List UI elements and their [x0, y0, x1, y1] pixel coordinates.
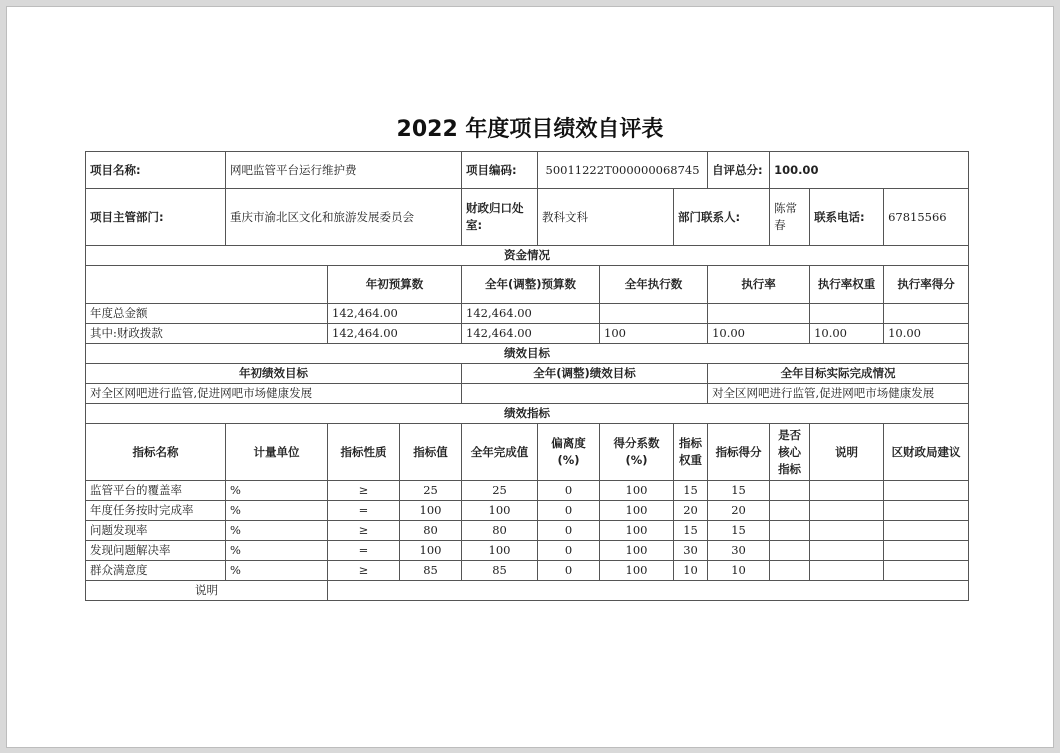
indicator-header: 是否核心指标 — [770, 424, 810, 481]
funds-cell — [708, 304, 810, 324]
funds-section-title: 资金情况 — [86, 246, 969, 266]
indicator-value: 80 — [400, 521, 462, 541]
indicator-score: 10 — [708, 561, 770, 581]
funds-cell: 10.00 — [810, 324, 884, 344]
indicator-unit: % — [226, 501, 328, 521]
indicator-nature: ≥ — [328, 521, 400, 541]
indicator-advice — [884, 501, 969, 521]
indicator-unit: % — [226, 561, 328, 581]
score-label: 自评总分: — [708, 152, 770, 189]
indicator-name: 问题发现率 — [86, 521, 226, 541]
project-name-value: 网吧监管平台运行维护费 — [226, 152, 462, 189]
indicator-actual: 100 — [462, 541, 538, 561]
indicator-unit: % — [226, 521, 328, 541]
indicator-header: 指标性质 — [328, 424, 400, 481]
indicator-header: 指标权重 — [674, 424, 708, 481]
indicator-note — [810, 521, 884, 541]
goals-section-title: 绩效目标 — [86, 344, 969, 364]
indicator-core — [770, 561, 810, 581]
funds-cell: 10.00 — [708, 324, 810, 344]
funds-cell: 142,464.00 — [462, 324, 600, 344]
indicator-score: 15 — [708, 481, 770, 501]
goals-header: 年初绩效目标 — [86, 364, 462, 384]
indicator-header: 指标名称 — [86, 424, 226, 481]
table-row — [86, 304, 969, 324]
indicator-actual: 85 — [462, 561, 538, 581]
table-row — [86, 384, 969, 404]
indicator-header: 偏离度(%) — [538, 424, 600, 481]
table-row — [86, 501, 969, 521]
indicator-deviation: 0 — [538, 561, 600, 581]
indicator-header: 说明 — [810, 424, 884, 481]
indicator-actual: 25 — [462, 481, 538, 501]
indicator-actual: 100 — [462, 501, 538, 521]
indicator-nature: ≥ — [328, 481, 400, 501]
page-title: 2022 年度项目绩效自评表 — [396, 117, 664, 142]
dept-value: 重庆市渝北区文化和旅游发展委员会 — [226, 189, 462, 246]
funds-header: 执行率 — [708, 266, 810, 304]
indicator-core — [770, 521, 810, 541]
indicator-name: 监管平台的覆盖率 — [86, 481, 226, 501]
indicator-header: 得分系数(%) — [600, 424, 674, 481]
indicator-score: 20 — [708, 501, 770, 521]
project-code-label: 项目编码: — [462, 152, 538, 189]
funds-cell: 142,464.00 — [462, 304, 600, 324]
indicator-deviation: 0 — [538, 521, 600, 541]
indicator-header: 计量单位 — [226, 424, 328, 481]
contact-label: 部门联系人: — [674, 189, 770, 246]
indicator-weight: 20 — [674, 501, 708, 521]
project-name-label: 项目名称: — [86, 152, 226, 189]
indicator-value: 25 — [400, 481, 462, 501]
goals-cell — [462, 384, 708, 404]
funds-header: 全年(调整)预算数 — [462, 266, 600, 304]
funds-cell — [810, 304, 884, 324]
phone-value: 67815566 — [884, 189, 969, 246]
note-value — [328, 581, 969, 601]
goals-cell: 对全区网吧进行监管,促进网吧市场健康发展 — [86, 384, 462, 404]
indicator-advice — [884, 541, 969, 561]
indicator-name: 年度任务按时完成率 — [86, 501, 226, 521]
funds-header: 执行率得分 — [884, 266, 969, 304]
indicator-nature: = — [328, 541, 400, 561]
funds-cell: 10.00 — [884, 324, 969, 344]
indicator-weight: 15 — [674, 521, 708, 541]
indicator-advice — [884, 481, 969, 501]
indicator-note — [810, 541, 884, 561]
goals-header: 全年(调整)绩效目标 — [462, 364, 708, 384]
evaluation-table — [85, 151, 969, 601]
finance-value: 教科文科 — [538, 189, 674, 246]
table-row — [86, 541, 969, 561]
indicator-note — [810, 481, 884, 501]
indicator-header: 全年完成值 — [462, 424, 538, 481]
indicator-nature: = — [328, 501, 400, 521]
indicator-header: 区财政局建议 — [884, 424, 969, 481]
table-row — [86, 324, 969, 344]
indicator-core — [770, 481, 810, 501]
funds-cell: 年度总金额 — [86, 304, 328, 324]
note-label: 说明 — [86, 581, 328, 601]
indicator-name: 发现问题解决率 — [86, 541, 226, 561]
funds-cell: 100 — [600, 324, 708, 344]
indicator-coefficient: 100 — [600, 521, 674, 541]
table-row — [86, 561, 969, 581]
indicator-deviation: 0 — [538, 501, 600, 521]
indicator-unit: % — [226, 481, 328, 501]
score-value: 100.00 — [770, 152, 969, 189]
finance-label: 财政归口处室: — [462, 189, 538, 246]
funds-header: 全年执行数 — [600, 266, 708, 304]
indicator-advice — [884, 521, 969, 541]
funds-header: 执行率权重 — [810, 266, 884, 304]
funds-cell: 其中:财政拨款 — [86, 324, 328, 344]
indicator-score: 30 — [708, 541, 770, 561]
project-code-value: 50011222T000000068745 — [538, 152, 708, 189]
table-row — [86, 521, 969, 541]
indicator-score: 15 — [708, 521, 770, 541]
indicator-coefficient: 100 — [600, 561, 674, 581]
indicator-header: 指标得分 — [708, 424, 770, 481]
goals-header: 全年目标实际完成情况 — [708, 364, 969, 384]
indicator-note — [810, 561, 884, 581]
indicator-weight: 10 — [674, 561, 708, 581]
indicator-coefficient: 100 — [600, 481, 674, 501]
funds-header-blank — [86, 266, 328, 304]
indicators-section-title: 绩效指标 — [86, 404, 969, 424]
table-row — [86, 481, 969, 501]
dept-label: 项目主管部门: — [86, 189, 226, 246]
indicator-coefficient: 100 — [600, 501, 674, 521]
indicator-weight: 15 — [674, 481, 708, 501]
indicator-actual: 80 — [462, 521, 538, 541]
indicator-weight: 30 — [674, 541, 708, 561]
contact-value: 陈常春 — [770, 189, 810, 246]
goals-cell: 对全区网吧进行监管,促进网吧市场健康发展 — [708, 384, 969, 404]
indicator-coefficient: 100 — [600, 541, 674, 561]
indicator-deviation: 0 — [538, 541, 600, 561]
indicator-header: 指标值 — [400, 424, 462, 481]
indicator-unit: % — [226, 541, 328, 561]
funds-cell: 142,464.00 — [328, 304, 462, 324]
indicator-value: 85 — [400, 561, 462, 581]
funds-cell — [600, 304, 708, 324]
funds-cell — [884, 304, 969, 324]
indicator-advice — [884, 561, 969, 581]
indicator-nature: ≥ — [328, 561, 400, 581]
indicator-name: 群众满意度 — [86, 561, 226, 581]
indicator-value: 100 — [400, 541, 462, 561]
indicator-value: 100 — [400, 501, 462, 521]
phone-label: 联系电话: — [810, 189, 884, 246]
funds-header: 年初预算数 — [328, 266, 462, 304]
indicator-core — [770, 541, 810, 561]
funds-cell: 142,464.00 — [328, 324, 462, 344]
indicator-note — [810, 501, 884, 521]
indicator-deviation: 0 — [538, 481, 600, 501]
indicator-core — [770, 501, 810, 521]
